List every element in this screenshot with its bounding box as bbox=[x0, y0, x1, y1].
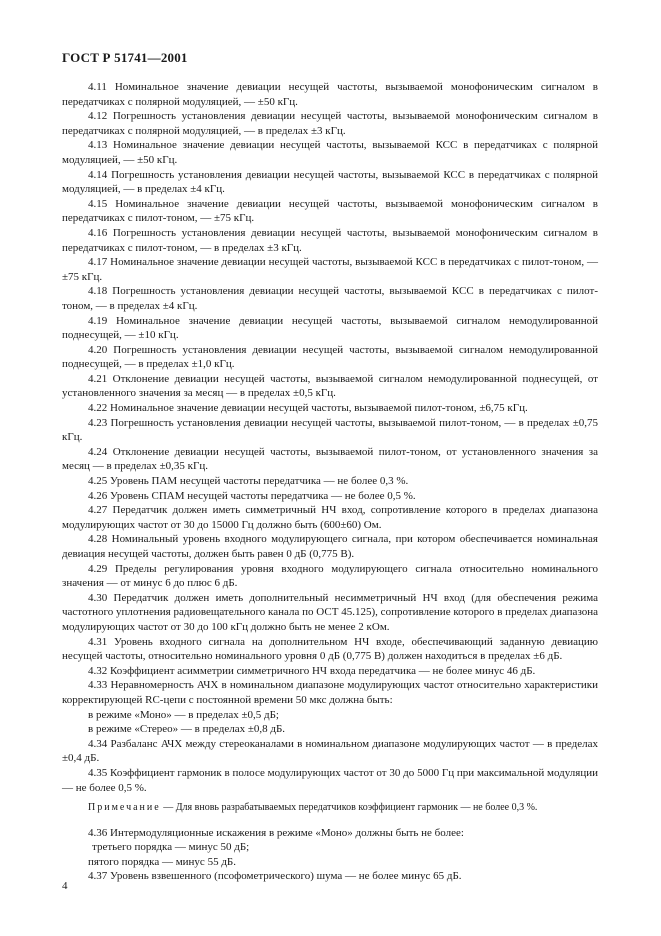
clause-4-33-stereo: в режиме «Стерео» — в пределах ±0,8 дБ. bbox=[88, 723, 286, 736]
clause-4-33-mono: в режиме «Моно» — в пределах ±0,5 дБ; bbox=[88, 708, 279, 721]
clause-4-36: 4.36 Интермодуляционные искажения в режиме «Моно» должны быть не более: bbox=[88, 826, 464, 839]
clause-4-27: 4.27 Передатчик должен иметь симметричный НЧ вход, сопротивление которого в пределах диапазона модулирующих частот от 30 до 15000 Гц должно быть (600±60) Ом. bbox=[62, 504, 598, 531]
clause-4-18: 4.18 Погрешность установления девиации несущей частоты, вызываемой КСС в передатчиках с пилот-тоном, — в пределах ±4 кГц. bbox=[62, 285, 598, 312]
clause-4-21: 4.21 Отклонение девиации несущей частоты, вызываемой сигналом немодулированной поднесущей, от установленного значения за месяц — в пределах ±0,5 кГц. bbox=[62, 372, 598, 400]
clause-4-13: 4.13 Номинальное значение девиации несущей частоты, вызываемой КСС в передатчиках с полярной модуляцией, — ±50 кГц. bbox=[62, 139, 598, 166]
clause-4-16: 4.16 Погрешность установления девиации несущей частоты, вызываемой монофоническим сигналом в передатчиках с пилот-тоном, — в пределах ±3 кГц. bbox=[62, 226, 598, 254]
clause-4-17: 4.17 Номинальное значение девиации несущей частоты, вызываемой КСС в передатчиках с пилот-тоном, — ±75 кГц. bbox=[62, 256, 598, 283]
clause-4-23: 4.23 Погрешность установления девиации несущей частоты, вызываемой пилот-тоном, — в пределах ±0,75 кГц. bbox=[62, 416, 598, 444]
clause-4-20: 4.20 Погрешность установления девиации несущей частоты, вызываемой сигналом немодулированной поднесущей, — в пределах ±1,0 кГц. bbox=[62, 343, 598, 371]
standard-header: ГОСТ Р 51741—2001 bbox=[62, 50, 188, 65]
note-text: — Для вновь разрабатываемых передатчиков коэффициент гармоник — не более 0,3 %. bbox=[160, 802, 538, 814]
clause-4-15: 4.15 Номинальное значение девиации несущей частоты, вызываемой монофоническим сигналом в передатчиках с пилот-тоном, — ±75 кГц. bbox=[62, 197, 598, 225]
clause-4-36-third-order: третьего порядка — минус 50 дБ; bbox=[92, 841, 250, 854]
clause-4-24: 4.24 Отклонение девиации несущей частоты, вызываемой пилот-тоном, от установленного значения за месяц — в пределах ±0,35 кГц. bbox=[62, 445, 598, 473]
clause-4-26: 4.26 Уровень СПАМ несущей частоты передатчика — не более 0,5 %. bbox=[88, 489, 416, 502]
clause-4-14: 4.14 Погрешность установления девиации несущей частоты, вызываемой КСС в передатчиках с полярной модуляцией, — в пределах ±4 кГц. bbox=[62, 168, 598, 196]
clause-4-32: 4.32 Коэффициент асимметрии симметричного НЧ входа передатчика — не более минус 46 дБ. bbox=[88, 664, 536, 677]
clause-4-34: 4.34 Разбаланс АЧХ между стереоканалами в номинальном диапазоне модулирующих частот — в пределах ±0,4 дБ. bbox=[62, 737, 598, 765]
clause-4-29: 4.29 Пределы регулирования уровня входного модулирующего сигнала относительно номинального значения — от минус 6 до плюс 6 дБ. bbox=[62, 562, 598, 590]
clause-4-28: 4.28 Номинальный уровень входного модулирующего сигнала, при котором обеспечивается номинальная девиация несущей частоты, должен быть равен 0 дБ (0,775 В). bbox=[62, 533, 598, 560]
clause-4-36-fifth-order: пятого порядка — минус 55 дБ. bbox=[88, 855, 236, 868]
clause-4-31: 4.31 Уровень входного сигнала на дополнительном НЧ входе, обеспечивающий заданную девиацию несущей частоты, относительно номинального уровня 0 дБ (0,775 В) должен находиться в пределах ±6 дБ. bbox=[62, 635, 598, 663]
clause-4-25: 4.25 Уровень ПАМ несущей частоты передатчика — не более 0,3 %. bbox=[88, 475, 409, 488]
clause-4-12: 4.12 Погрешность установления девиации несущей частоты, вызываемой монофоническим сигналом в передатчиках с полярной модуляцией, — в пределах ±3 кГц. bbox=[62, 110, 598, 137]
clause-4-22: 4.22 Номинальное значение девиации несущей частоты, вызываемой пилот-тоном, ±6,75 кГц. bbox=[88, 402, 528, 415]
document-body bbox=[62, 80, 598, 884]
clause-4-35: 4.35 Коэффициент гармоник в полосе модулирующих частот от 30 до 5000 Гц при максимальной модуляции — не более 0,5 %. bbox=[62, 766, 598, 794]
clause-4-33: 4.33 Неравномерность АЧХ в номинальном диапазоне модулирующих частот относительно характеристики корректирующей RC-цепи с постоянной времени 50 мкс должна быть: bbox=[62, 679, 598, 706]
note-label: Примечание bbox=[88, 802, 161, 814]
clause-4-37: 4.37 Уровень взвешенного (псофометрического) шума — не более минус 65 дБ. bbox=[88, 870, 462, 883]
clause-4-30: 4.30 Передатчик должен иметь дополнительный несимметричный НЧ вход (для обеспечения режима частотного уплотнения радиовещательного канала по ОСТ 45.125), сопротивление которого в пределах диапазона модулирующих частот от 30 до 100 кГц должно быть не менее 2 кОм. bbox=[62, 591, 598, 633]
page-number: 4 bbox=[62, 880, 68, 892]
clause-4-19: 4.19 Номинальное значение девиации несущей частоты, вызываемой сигналом немодулированной поднесущей, — ±10 кГц. bbox=[62, 314, 598, 342]
note bbox=[62, 801, 598, 816]
clause-4-11: 4.11 Номинальное значение девиации несущей частоты, вызываемой монофоническим сигналом в передатчиках с полярной модуляцией, — ±50 кГц. bbox=[62, 81, 598, 108]
